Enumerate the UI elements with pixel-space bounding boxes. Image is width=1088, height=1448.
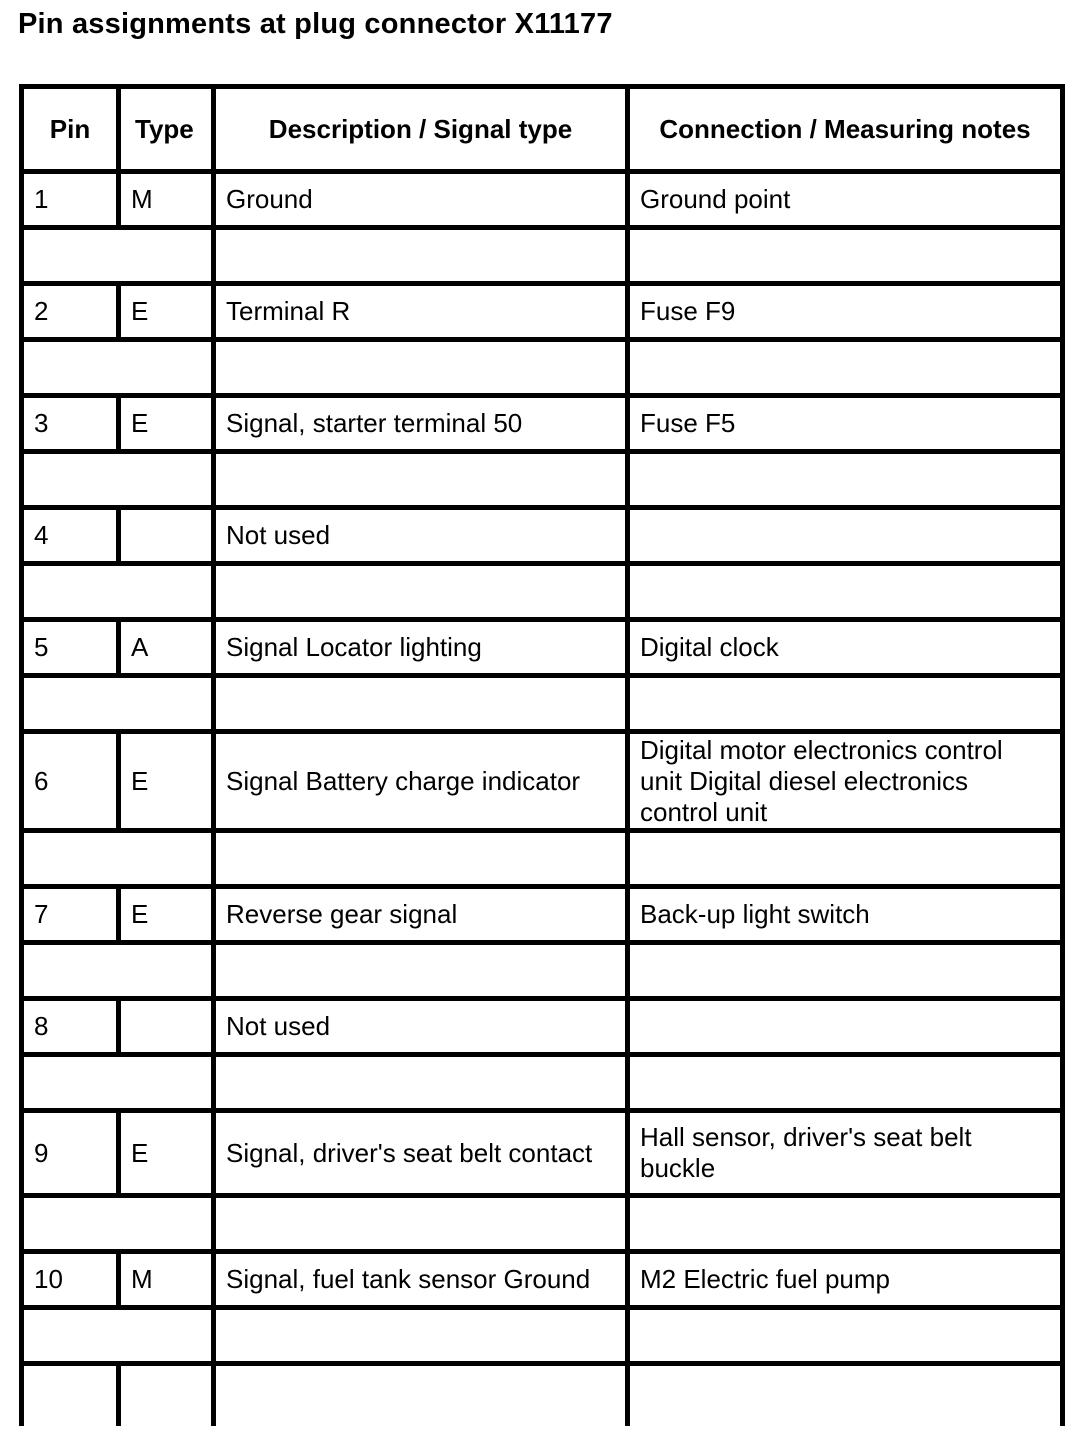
description-cell: Signal, starter terminal 50 — [214, 396, 628, 452]
type-cell — [119, 508, 214, 564]
table-row — [22, 620, 1063, 676]
description-cell: Terminal R — [214, 284, 628, 340]
description-cell: Signal, fuel tank sensor Ground — [214, 1252, 628, 1308]
pin-cell: 9 — [22, 1111, 119, 1196]
connection-cell: Digital clock — [628, 620, 1063, 676]
pin-assignment-table — [19, 84, 1065, 1426]
table-row — [22, 1111, 1063, 1196]
pin-cell: 2 — [22, 284, 119, 340]
spacer-row — [22, 564, 1063, 620]
description-cell: Not used — [214, 508, 628, 564]
table-row — [22, 1252, 1063, 1308]
table-row — [22, 508, 1063, 564]
spacer-row — [22, 1055, 1063, 1111]
header-pin: Pin — [22, 87, 119, 172]
type-cell: E — [119, 1111, 214, 1196]
type-cell: E — [119, 732, 214, 831]
description-cell: Reverse gear signal — [214, 887, 628, 943]
page-title: Pin assignments at plug connector X11177 — [18, 8, 613, 40]
header-connection: Connection / Measuring notes — [628, 87, 1063, 172]
spacer-row — [22, 831, 1063, 887]
pin-cell: 1 — [22, 172, 119, 228]
connection-cell: Ground point — [628, 172, 1063, 228]
pin-cell: 4 — [22, 508, 119, 564]
table-row — [22, 396, 1063, 452]
type-cell: E — [119, 887, 214, 943]
type-cell: A — [119, 620, 214, 676]
connection-cell — [628, 999, 1063, 1055]
description-cell: Signal Locator lighting — [214, 620, 628, 676]
pin-cell: 3 — [22, 396, 119, 452]
spacer-row — [22, 452, 1063, 508]
connection-cell: Fuse F9 — [628, 284, 1063, 340]
table-row — [22, 284, 1063, 340]
connection-cell: Hall sensor, driver's seat belt buckle — [628, 1111, 1063, 1196]
description-cell: Signal, driver's seat belt contact — [214, 1111, 628, 1196]
table-row — [22, 172, 1063, 228]
pin-cell: 7 — [22, 887, 119, 943]
spacer-row — [22, 228, 1063, 284]
type-cell: M — [119, 172, 214, 228]
type-cell: E — [119, 396, 214, 452]
spacer-row — [22, 340, 1063, 396]
header-type: Type — [119, 87, 214, 172]
table-row — [22, 999, 1063, 1055]
description-cell: Not used — [214, 999, 628, 1055]
spacer-row — [22, 1196, 1063, 1252]
pin-cell: 6 — [22, 732, 119, 831]
spacer-row — [22, 943, 1063, 999]
description-cell: Ground — [214, 172, 628, 228]
spacer-row — [22, 1308, 1063, 1364]
header-description: Description / Signal type — [214, 87, 628, 172]
type-cell: E — [119, 284, 214, 340]
type-cell: M — [119, 1252, 214, 1308]
table-row — [22, 887, 1063, 943]
description-cell: Signal Battery charge indicator — [214, 732, 628, 831]
table-row — [22, 732, 1063, 831]
connection-cell: Digital motor electronics control unit Digital diesel electronics control unit — [628, 732, 1063, 831]
connection-cell: Back-up light switch — [628, 887, 1063, 943]
pin-cell: 5 — [22, 620, 119, 676]
type-cell — [119, 999, 214, 1055]
spacer-row — [22, 676, 1063, 732]
pin-cell: 8 — [22, 999, 119, 1055]
empty-row — [22, 1364, 1063, 1427]
table-header-row — [22, 87, 1063, 172]
connection-cell: Fuse F5 — [628, 396, 1063, 452]
connection-cell: M2 Electric fuel pump — [628, 1252, 1063, 1308]
connection-cell — [628, 508, 1063, 564]
pin-cell: 10 — [22, 1252, 119, 1308]
